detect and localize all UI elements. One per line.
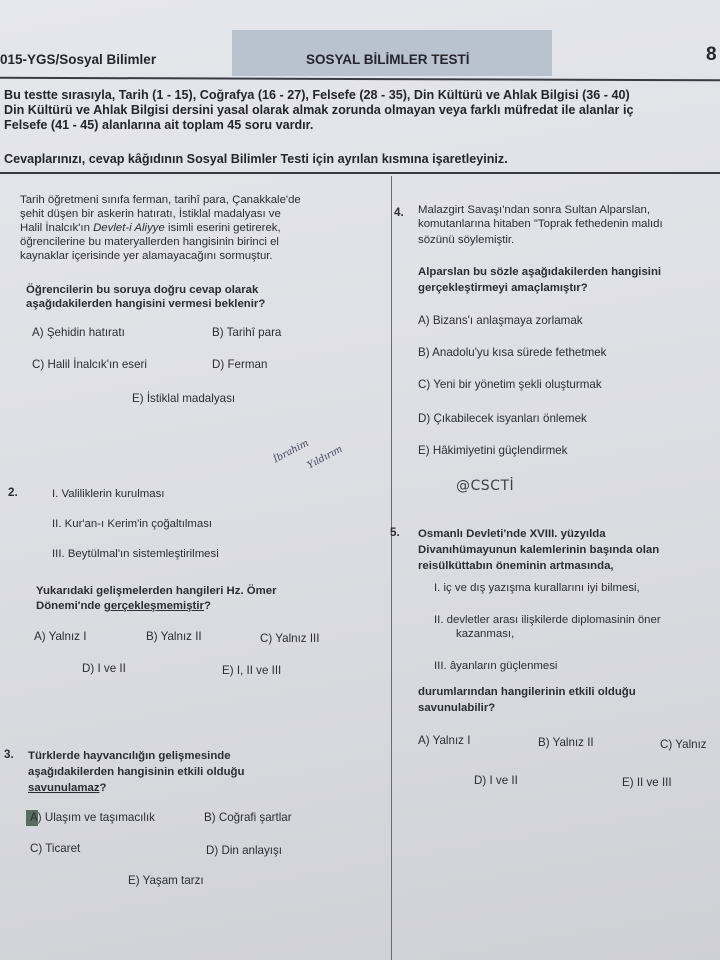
header-rule — [0, 77, 720, 82]
q3-prompt-part: ? — [99, 782, 107, 794]
q1-stem-line: öğrencilerine bu materyallerden hangisinin birinci el — [20, 236, 279, 248]
q2-item: I. Valiliklerin kurulması — [52, 488, 165, 500]
q4-prompt-line: Alparslan bu sözle aşağıdakilerden hangisini — [418, 266, 662, 278]
handwritten-name-line-1: İbrahim — [271, 437, 311, 466]
q1-stem-line: şehit düşen bir askerin hatıratı, İstiklal madalyası ve — [20, 208, 281, 220]
q2-option-c: C) Yalnız III — [260, 632, 320, 645]
q2-item: II. Kur'an-ı Kerim'in çoğaltılması — [52, 518, 213, 530]
q5-stem-line: reisülküttabın öneminin artmasında, — [418, 560, 614, 572]
q3-option-a: A) Ulaşım ve taşımacılık — [30, 811, 155, 824]
q1-option-b: B) Tarihî para — [212, 326, 282, 339]
q2-prompt-part: ? — [203, 600, 211, 612]
q5-item-cont: kazanması, — [456, 628, 515, 640]
intro-line-1: Bu testte sırasıyla, Tarih (1 - 15), Coğrafya (16 - 27), Felsefe (28 - 35), Din Kültürü ve Ahlak Bilgisi (36 - 40) — [4, 88, 630, 102]
q4-option-c: C) Yeni bir yönetim şekli oluşturmak — [418, 378, 602, 391]
q1-stem-line — [20, 222, 281, 236]
q2-option-e: E) I, II ve III — [222, 664, 282, 677]
q3-option-b: B) Coğrafi şartlar — [204, 811, 292, 824]
q4-option-b: B) Anadolu'yu kısa sürede fethetmek — [418, 346, 607, 359]
q5-option-d: D) I ve II — [474, 774, 518, 787]
q4-stem-line: Malazgirt Savaşı'ndan sonra Sultan Alparslan, — [418, 204, 651, 216]
q2-item: III. Beytülmal'ın sistemleştirilmesi — [52, 548, 219, 560]
instruction: Cevaplarınızı, cevap kâğıdının Sosyal Bilimler Testi için ayrılan kısmına işaretleyiniz. — [4, 152, 508, 166]
q1-option-d: D) Ferman — [212, 358, 268, 371]
q2-number: 2. — [8, 486, 18, 499]
q5-prompt-line: durumlarından hangilerinin etkili olduğu — [418, 686, 636, 698]
handwritten-name-line-2: Yıldırım — [305, 443, 345, 472]
q4-prompt-line: gerçekleştirmeyi amaçlamıştır? — [418, 282, 588, 294]
section-rule — [0, 172, 720, 174]
q5-prompt-line: savunulabilir? — [418, 702, 496, 714]
q3-number: 3. — [4, 748, 14, 761]
q3-prompt-line — [28, 782, 107, 796]
q5-stem-line: Divanıhümayunun kalemlerinin başında olan — [418, 544, 660, 556]
q5-option-b: B) Yalnız II — [538, 736, 594, 749]
q2-prompt-line: Yukarıdaki gelişmelerden hangileri Hz. Ömer — [36, 585, 277, 597]
page-number: 8 — [706, 44, 717, 65]
q5-option-c: C) Yalnız — [660, 738, 707, 751]
q2-option-a: A) Yalnız I — [34, 630, 87, 643]
q4-option-d: D) Çıkabilecek isyanları önlemek — [418, 412, 587, 425]
q2-option-b: B) Yalnız II — [146, 630, 202, 643]
q5-stem-line: Osmanlı Devleti'nde XVIII. yüzyılda — [418, 528, 606, 540]
q1-stem-line: kaynaklar içerisinde yer alamayacağını sormuştur. — [20, 250, 273, 262]
column-divider — [391, 176, 392, 960]
circle-logo-icon: @CSCTİ — [456, 478, 515, 494]
q4-option-e: E) Hâkimiyetini güçlendirmek — [418, 444, 568, 457]
q3-option-d: D) Din anlayışı — [206, 844, 283, 857]
q1-prompt-line: Öğrencilerin bu soruya doğru cevap olarak — [26, 284, 259, 296]
q3-option-e: E) Yaşam tarzı — [128, 874, 204, 887]
test-intro — [4, 88, 720, 133]
q2-prompt-underlined: gerçekleşmemiştir — [103, 600, 204, 612]
q1-stem-line: Tarih öğretmeni sınıfa ferman, tarihî para, Çanakkale'de — [20, 194, 301, 206]
intro-line-3: Felsefe (41 - 45) alanlarına ait toplam 45 soru vardır. — [4, 118, 314, 132]
q1-stem-part: Halil İnalcık'ın — [20, 222, 94, 234]
q1-stem-book: Devlet-i Aliyye — [93, 222, 165, 234]
q2-prompt-line — [36, 600, 211, 614]
q2-option-d: D) I ve II — [82, 662, 126, 675]
q5-number: 5. — [390, 526, 400, 539]
q3-prompt-line: aşağıdakilerden hangisinin etkili olduğu — [28, 766, 245, 778]
q1-option-c: C) Halil İnalcık'ın eseri — [32, 358, 147, 371]
q1-prompt-line: aşağıdakilerden hangisini vermesi beklenir? — [26, 298, 266, 310]
q1-stem-part: isimli eserini getirerek, — [164, 222, 281, 234]
intro-line-2: Din Kültürü ve Ahlak Bilgisi dersini yasal olarak almak zorunda olmayan veya farklı müfredat ile alanlar iç — [4, 103, 634, 117]
q3-option-c: C) Ticaret — [30, 842, 81, 855]
q4-option-a: A) Bizans'ı anlaşmaya zorlamak — [418, 314, 583, 327]
q4-stem-line: komutanlarına hitaben "Toprak fethedenin malıdı — [418, 218, 663, 230]
q5-item: II. devletler arası ilişkilerde diplomasinin öner — [434, 614, 661, 626]
q4-number: 4. — [394, 206, 404, 219]
q2-prompt-part: Dönemi'nde — [36, 600, 104, 612]
q1-option-a: A) Şehidin hatıratı — [32, 326, 125, 339]
header-title: SOSYAL BİLİMLER TESTİ — [306, 52, 470, 67]
q5-option-e: E) II ve III — [622, 776, 672, 789]
q4-stem-line: sözünü söylemiştir. — [418, 234, 515, 246]
q5-item: I. iç ve dış yazışma kurallarını iyi bilmesi, — [434, 582, 640, 594]
header-left-label: 015-YGS/Sosyal Bilimler — [0, 52, 157, 67]
q5-item: III. âyanların güçlenmesi — [434, 660, 558, 672]
q5-option-a: A) Yalnız I — [418, 734, 471, 747]
q3-prompt-line: Türklerde hayvancılığın gelişmesinde — [28, 750, 231, 762]
q3-prompt-underlined: savunulamaz — [28, 782, 100, 794]
q1-option-e: E) İstiklal madalyası — [132, 392, 236, 405]
